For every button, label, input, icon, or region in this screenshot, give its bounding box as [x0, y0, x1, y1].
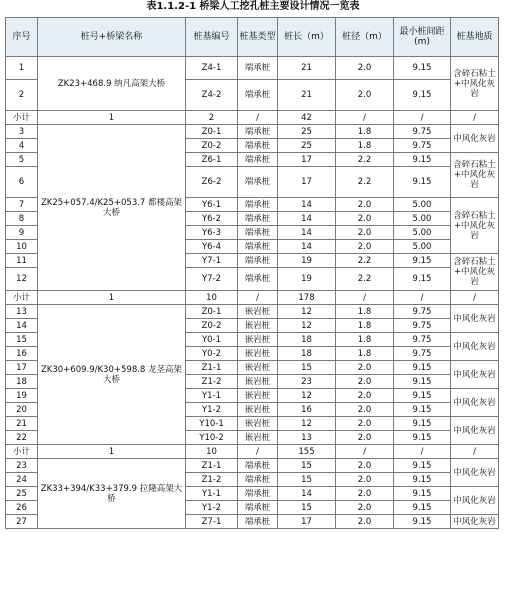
- subtotal-type: /: [238, 111, 278, 125]
- row-number: 1: [6, 57, 38, 80]
- pile-geology: 含碎石粘土+中风化灰岩: [451, 153, 499, 198]
- pile-length: 21: [278, 57, 336, 80]
- subtotal-bridges: 1: [38, 111, 186, 125]
- pile-diameter: 2.0: [336, 417, 394, 431]
- subtotal-spacing: /: [394, 445, 451, 459]
- pile-spacing: 9.75: [394, 305, 451, 319]
- pile-type: 端承桩: [238, 268, 278, 291]
- pile-length: 19: [278, 254, 336, 268]
- pile-geology: 中风化灰岩: [451, 305, 499, 333]
- subtotal-count: 10: [186, 445, 238, 459]
- pile-diameter: 2.2: [336, 254, 394, 268]
- row-number: 14: [6, 319, 38, 333]
- pile-id: Y0-1: [186, 333, 238, 347]
- pile-id: Z7-1: [186, 515, 238, 529]
- pile-length: 14: [278, 226, 336, 240]
- pile-spacing: 9.15: [394, 431, 451, 445]
- table-row: [6, 125, 499, 139]
- subtotal-bridges: 1: [38, 445, 186, 459]
- header-cell: 桩径（m）: [336, 18, 394, 57]
- row-number: 8: [6, 212, 38, 226]
- pile-length: 12: [278, 319, 336, 333]
- pile-length: 14: [278, 240, 336, 254]
- subtotal-spacing: /: [394, 291, 451, 305]
- pile-type: 端承桩: [238, 167, 278, 198]
- pile-length: 14: [278, 487, 336, 501]
- subtotal-length: 42: [278, 111, 336, 125]
- pile-spacing: 9.15: [394, 487, 451, 501]
- pile-diameter: 2.2: [336, 268, 394, 291]
- pile-id: Z1-1: [186, 361, 238, 375]
- pile-id: Z6-2: [186, 167, 238, 198]
- pile-geology: 中风化灰岩: [451, 487, 499, 515]
- header-cell: 桩基编号: [186, 18, 238, 57]
- pile-diameter: 2.0: [336, 80, 394, 111]
- row-number: 15: [6, 333, 38, 347]
- pile-length: 15: [278, 361, 336, 375]
- pile-spacing: 9.75: [394, 319, 451, 333]
- pile-diameter: 1.8: [336, 319, 394, 333]
- row-number: 9: [6, 226, 38, 240]
- pile-diameter: 2.0: [336, 473, 394, 487]
- header-cell: 桩基类型: [238, 18, 278, 57]
- subtotal-length: 178: [278, 291, 336, 305]
- pile-spacing: 5.00: [394, 198, 451, 212]
- pile-diameter: 2.0: [336, 487, 394, 501]
- subtotal-label: 小计: [6, 111, 38, 125]
- pile-length: 15: [278, 473, 336, 487]
- pile-geology: 中风化灰岩: [451, 515, 499, 529]
- pile-length: 17: [278, 167, 336, 198]
- pile-id: Y1-2: [186, 501, 238, 515]
- pile-diameter: 2.0: [336, 389, 394, 403]
- pile-type: 嵌岩桩: [238, 361, 278, 375]
- row-number: 26: [6, 501, 38, 515]
- header-cell: 桩号+桥梁名称: [38, 18, 186, 57]
- subtotal-type: /: [238, 445, 278, 459]
- row-number: 7: [6, 198, 38, 212]
- pile-length: 14: [278, 212, 336, 226]
- table-row: [6, 57, 499, 80]
- pile-id: Z0-2: [186, 319, 238, 333]
- row-number: 16: [6, 347, 38, 361]
- pile-spacing: 9.15: [394, 515, 451, 529]
- pile-type: 嵌岩桩: [238, 305, 278, 319]
- pile-spacing: 9.15: [394, 57, 451, 80]
- row-number: 27: [6, 515, 38, 529]
- row-number: 11: [6, 254, 38, 268]
- bridge-name: ZK23+468.9 纳凡高架大桥: [38, 57, 186, 111]
- pile-type: 端承桩: [238, 254, 278, 268]
- pile-spacing: 9.15: [394, 361, 451, 375]
- header-cell: 桩基地质: [451, 18, 499, 57]
- pile-diameter: 2.0: [336, 361, 394, 375]
- pile-spacing: 9.15: [394, 167, 451, 198]
- table-title: 表1.1.2-1 桥梁人工挖孔桩主要设计情况一览表: [146, 1, 360, 12]
- pile-id: Y7-2: [186, 268, 238, 291]
- pile-length: 25: [278, 139, 336, 153]
- pile-diameter: 2.0: [336, 240, 394, 254]
- pile-id: Y1-1: [186, 389, 238, 403]
- pile-length: 16: [278, 403, 336, 417]
- pile-spacing: 9.75: [394, 139, 451, 153]
- pile-id: Y1-2: [186, 403, 238, 417]
- pile-diameter: 2.0: [336, 198, 394, 212]
- pile-id: Z1-2: [186, 473, 238, 487]
- pile-diameter: 2.0: [336, 212, 394, 226]
- pile-spacing: 9.15: [394, 473, 451, 487]
- pile-diameter: 2.0: [336, 403, 394, 417]
- subtotal-diameter: /: [336, 291, 394, 305]
- pile-id: Y1-1: [186, 487, 238, 501]
- subtotal-row: [6, 445, 499, 459]
- pile-type: 端承桩: [238, 459, 278, 473]
- pile-id: Z0-2: [186, 139, 238, 153]
- pile-length: 23: [278, 375, 336, 389]
- subtotal-diameter: /: [336, 111, 394, 125]
- pile-type: 端承桩: [238, 80, 278, 111]
- pile-length: 12: [278, 417, 336, 431]
- row-number: 25: [6, 487, 38, 501]
- subtotal-diameter: /: [336, 445, 394, 459]
- pile-type: 嵌岩桩: [238, 389, 278, 403]
- pile-id: Z4-2: [186, 80, 238, 111]
- pile-type: 嵌岩桩: [238, 347, 278, 361]
- pile-type: 端承桩: [238, 139, 278, 153]
- pile-geology: 含碎石粘土+中风化灰岩: [451, 198, 499, 254]
- row-number: 18: [6, 375, 38, 389]
- pile-id: Z1-2: [186, 375, 238, 389]
- pile-type: 端承桩: [238, 153, 278, 167]
- pile-type: 端承桩: [238, 501, 278, 515]
- row-number: 10: [6, 240, 38, 254]
- row-number: 17: [6, 361, 38, 375]
- pile-geology: 中风化灰岩: [451, 389, 499, 417]
- pile-id: Y10-2: [186, 431, 238, 445]
- header-cell: 序号: [6, 18, 38, 57]
- pile-type: 嵌岩桩: [238, 333, 278, 347]
- subtotal-row: [6, 291, 499, 305]
- pile-spacing: 9.15: [394, 501, 451, 515]
- pile-spacing: 9.15: [394, 417, 451, 431]
- pile-spacing: 9.15: [394, 375, 451, 389]
- pile-geology: 中风化灰岩: [451, 459, 499, 487]
- pile-diameter: 1.8: [336, 125, 394, 139]
- row-number: 19: [6, 389, 38, 403]
- pile-length: 17: [278, 515, 336, 529]
- pile-type: 端承桩: [238, 240, 278, 254]
- pile-length: 19: [278, 268, 336, 291]
- subtotal-row: [6, 111, 499, 125]
- pile-spacing: 9.15: [394, 153, 451, 167]
- pile-spacing: 5.00: [394, 226, 451, 240]
- pile-length: 18: [278, 333, 336, 347]
- pile-id: Z0-1: [186, 305, 238, 319]
- subtotal-spacing: /: [394, 111, 451, 125]
- pile-type: 端承桩: [238, 487, 278, 501]
- pile-spacing: 9.15: [394, 268, 451, 291]
- pile-id: Y6-4: [186, 240, 238, 254]
- pile-id: Z4-1: [186, 57, 238, 80]
- pile-id: Y0-2: [186, 347, 238, 361]
- table-body: [6, 57, 499, 529]
- pile-type: 端承桩: [238, 57, 278, 80]
- row-number: 5: [6, 153, 38, 167]
- pile-id: Y6-1: [186, 198, 238, 212]
- pile-diameter: 1.8: [336, 333, 394, 347]
- pile-length: 25: [278, 125, 336, 139]
- pile-geology: 中风化灰岩: [451, 333, 499, 361]
- pile-type: 嵌岩桩: [238, 431, 278, 445]
- subtotal-type: /: [238, 291, 278, 305]
- pile-length: 15: [278, 501, 336, 515]
- pile-geology: 含碎石粘土+中风化灰岩: [451, 57, 499, 111]
- pile-diameter: 2.2: [336, 167, 394, 198]
- pile-spacing: 9.75: [394, 125, 451, 139]
- subtotal-count: 10: [186, 291, 238, 305]
- row-number: 3: [6, 125, 38, 139]
- bridge-name: ZK30+609.9/K30+598.8 龙茎高架大桥: [38, 305, 186, 445]
- subtotal-bridges: 1: [38, 291, 186, 305]
- pile-spacing: 9.15: [394, 254, 451, 268]
- pile-length: 21: [278, 80, 336, 111]
- bridge-name: ZK25+057.4/K25+053.7 都楼高架大桥: [38, 125, 186, 291]
- row-number: 24: [6, 473, 38, 487]
- pile-id: Y7-1: [186, 254, 238, 268]
- pile-length: 12: [278, 389, 336, 403]
- pile-spacing: 9.75: [394, 347, 451, 361]
- table-row: [6, 459, 499, 473]
- subtotal-count: 2: [186, 111, 238, 125]
- pile-type: 端承桩: [238, 212, 278, 226]
- pile-diameter: 1.8: [336, 347, 394, 361]
- pile-length: 14: [278, 198, 336, 212]
- pile-length: 13: [278, 431, 336, 445]
- pile-diameter: 2.0: [336, 431, 394, 445]
- pile-spacing: 9.15: [394, 459, 451, 473]
- subtotal-geology: /: [451, 291, 499, 305]
- pile-spacing: 9.15: [394, 389, 451, 403]
- pile-diameter: 1.8: [336, 139, 394, 153]
- pile-diameter: 2.0: [336, 515, 394, 529]
- pile-type: 嵌岩桩: [238, 375, 278, 389]
- table-row: [6, 305, 499, 319]
- row-number: 2: [6, 80, 38, 111]
- pile-geology: 中风化灰岩: [451, 361, 499, 389]
- bridge-name: ZK33+394/K33+379.9 拉隆高架大桥: [38, 459, 186, 529]
- subtotal-geology: /: [451, 111, 499, 125]
- pile-geology: 中风化灰岩: [451, 125, 499, 153]
- pile-id: Y6-2: [186, 212, 238, 226]
- row-number: 6: [6, 167, 38, 198]
- row-number: 13: [6, 305, 38, 319]
- pile-id: Z6-1: [186, 153, 238, 167]
- pile-diameter: 2.0: [336, 501, 394, 515]
- header-cell: 最小桩间距(m): [394, 18, 451, 57]
- pile-type: 端承桩: [238, 473, 278, 487]
- pile-id: Y6-3: [186, 226, 238, 240]
- pile-diameter: 1.8: [336, 305, 394, 319]
- pile-type: 端承桩: [238, 198, 278, 212]
- pile-type: 端承桩: [238, 515, 278, 529]
- pile-length: 17: [278, 153, 336, 167]
- pile-type: 端承桩: [238, 125, 278, 139]
- pile-geology: 中风化灰岩: [451, 417, 499, 445]
- pile-length: 15: [278, 459, 336, 473]
- pile-spacing: 9.15: [394, 403, 451, 417]
- pile-diameter: 2.0: [336, 459, 394, 473]
- pile-spacing: 5.00: [394, 240, 451, 254]
- pile-type: 端承桩: [238, 226, 278, 240]
- header-cell: 桩长（m）: [278, 18, 336, 57]
- pile-length: 12: [278, 305, 336, 319]
- pile-geology: 含碎石粘土+中风化灰岩: [451, 254, 499, 291]
- pile-diameter: 2.0: [336, 57, 394, 80]
- row-number: 12: [6, 268, 38, 291]
- pile-length: 18: [278, 347, 336, 361]
- pile-type: 嵌岩桩: [238, 403, 278, 417]
- row-number: 22: [6, 431, 38, 445]
- pile-diameter: 2.0: [336, 226, 394, 240]
- pile-diameter: 2.2: [336, 153, 394, 167]
- pile-spacing: 9.15: [394, 80, 451, 111]
- row-number: 21: [6, 417, 38, 431]
- header-row: [6, 18, 499, 57]
- subtotal-geology: /: [451, 445, 499, 459]
- row-number: 20: [6, 403, 38, 417]
- pile-type: 嵌岩桩: [238, 417, 278, 431]
- pile-id: Y10-1: [186, 417, 238, 431]
- subtotal-label: 小计: [6, 445, 38, 459]
- pile-id: Z0-1: [186, 125, 238, 139]
- subtotal-length: 155: [278, 445, 336, 459]
- subtotal-label: 小计: [6, 291, 38, 305]
- pile-spacing: 5.00: [394, 212, 451, 226]
- pile-type: 嵌岩桩: [238, 319, 278, 333]
- pile-diameter: 2.0: [336, 375, 394, 389]
- pile-spacing: 9.75: [394, 333, 451, 347]
- pile-id: Z1-1: [186, 459, 238, 473]
- pile-design-table: [5, 17, 499, 529]
- row-number: 23: [6, 459, 38, 473]
- row-number: 4: [6, 139, 38, 153]
